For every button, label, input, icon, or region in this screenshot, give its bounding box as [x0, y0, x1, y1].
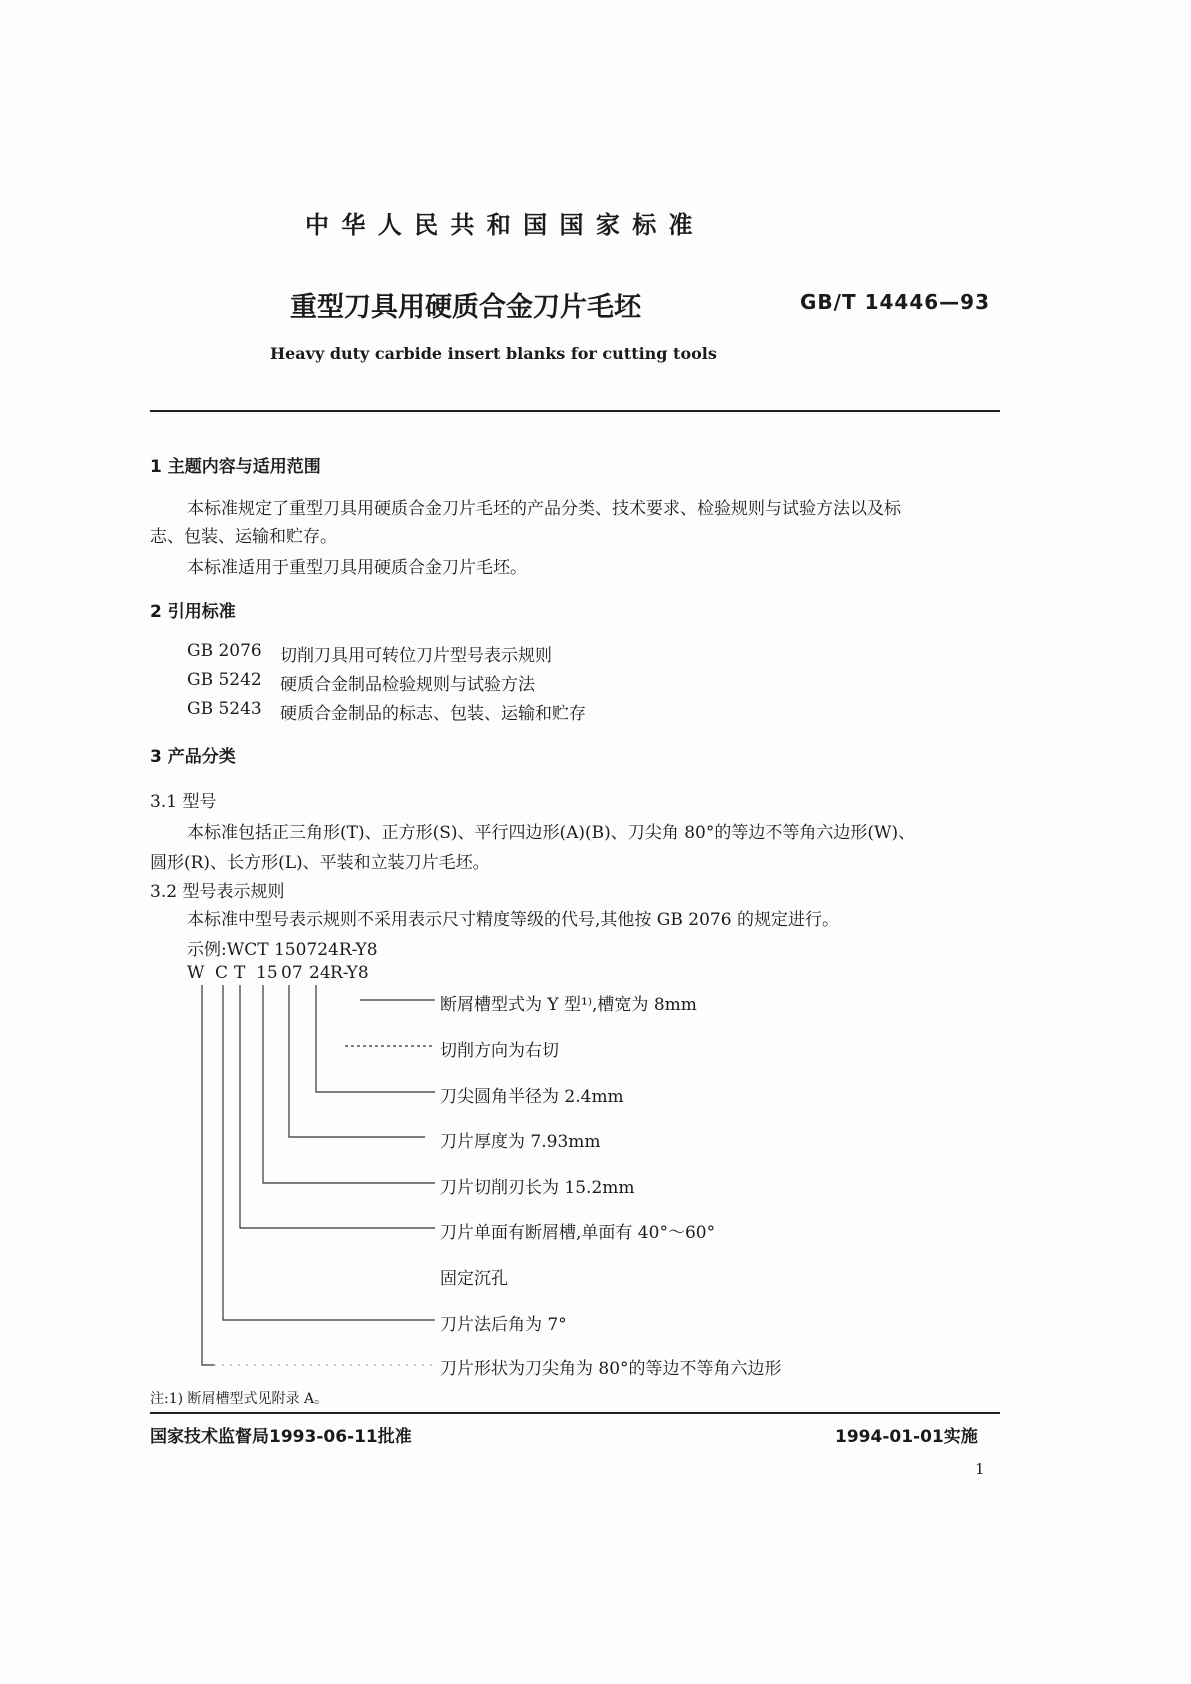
footer-rule	[150, 1412, 1000, 1414]
example-line: 示例:WCT 150724R-Y8	[187, 940, 378, 960]
diagram-label: 刀片厚度为 7.93mm	[440, 1132, 601, 1152]
s1-paragraph: 本标准规定了重型刀具用硬质合金刀片毛坯的产品分类、技术要求、检验规则与试验方法以及标	[187, 499, 901, 519]
diagram-label: 刀片法后角为 7°	[440, 1315, 567, 1335]
ref-title: 硬质合金制品检验规则与试验方法	[280, 675, 535, 695]
diagram-label: 刀尖圆角半径为 2.4mm	[440, 1087, 624, 1107]
approval: 国家技术监督局1993-06-11批准	[150, 1427, 412, 1447]
diagram-label: 刀片形状为刀尖角为 80°的等边不等角六边形	[440, 1359, 782, 1379]
code-part: W	[187, 963, 205, 983]
s1-paragraph2: 本标准适用于重型刀具用硬质合金刀片毛坯。	[187, 558, 527, 578]
ref-code: GB 5242	[187, 670, 262, 690]
s31-paragraph: 本标准包括正三角形(T)、正方形(S)、平行四边形(A)(B)、刀尖角 80°的等边不等角六边形(W)、	[187, 823, 916, 843]
ref-title: 切削刀具用可转位刀片型号表示规则	[280, 646, 552, 666]
s1-paragraph-cont: 志、包装、运输和贮存。	[150, 527, 337, 547]
s3-heading: 3 产品分类	[150, 747, 236, 767]
country-standard: 中 华 人 民 共 和 国 国 家 标 准	[305, 211, 695, 239]
ref-code: GB 5243	[187, 699, 262, 719]
ref-code: GB 2076	[187, 641, 262, 661]
diagram-label: 刀片单面有断屑槽,单面有 40°～60°	[440, 1223, 716, 1243]
page-number: 1	[975, 1460, 985, 1478]
s2-heading: 2 引用标准	[150, 602, 236, 622]
title-en: Heavy duty carbide insert blanks for cutting tools	[270, 344, 717, 363]
effective-date: 1994-01-01实施	[835, 1427, 978, 1447]
title-cn: 重型刀具用硬质合金刀片毛坯	[290, 292, 641, 323]
s31-heading: 3.1 型号	[150, 792, 217, 812]
diagram-label: 刀片切削刃长为 15.2mm	[440, 1178, 635, 1198]
code-part: 07	[281, 963, 303, 983]
diagram-label: 断屑槽型式为 Y 型¹⁾,槽宽为 8mm	[440, 995, 697, 1015]
footnote: 注:1) 断屑槽型式见附录 A。	[150, 1391, 329, 1407]
s32-heading: 3.2 型号表示规则	[150, 882, 285, 902]
code-part: C	[215, 963, 229, 983]
code-part: T	[234, 963, 246, 983]
s31-paragraph-cont: 圆形(R)、长方形(L)、平装和立装刀片毛坯。	[150, 853, 490, 873]
diagram-label: 切削方向为右切	[440, 1041, 559, 1061]
ref-title: 硬质合金制品的标志、包装、运输和贮存	[280, 704, 586, 724]
s1-heading: 1 主题内容与适用范围	[150, 457, 321, 477]
s32-paragraph: 本标准中型号表示规则不采用表示尺寸精度等级的代号,其他按 GB 2076 的规定进行。	[187, 910, 839, 930]
standard-code: GB/T 14446—93	[800, 290, 990, 314]
diagram-label: 固定沉孔	[440, 1269, 508, 1289]
code-part: 15	[256, 963, 278, 983]
code-part: 24	[309, 963, 331, 983]
code-part: R-Y8	[330, 963, 369, 983]
